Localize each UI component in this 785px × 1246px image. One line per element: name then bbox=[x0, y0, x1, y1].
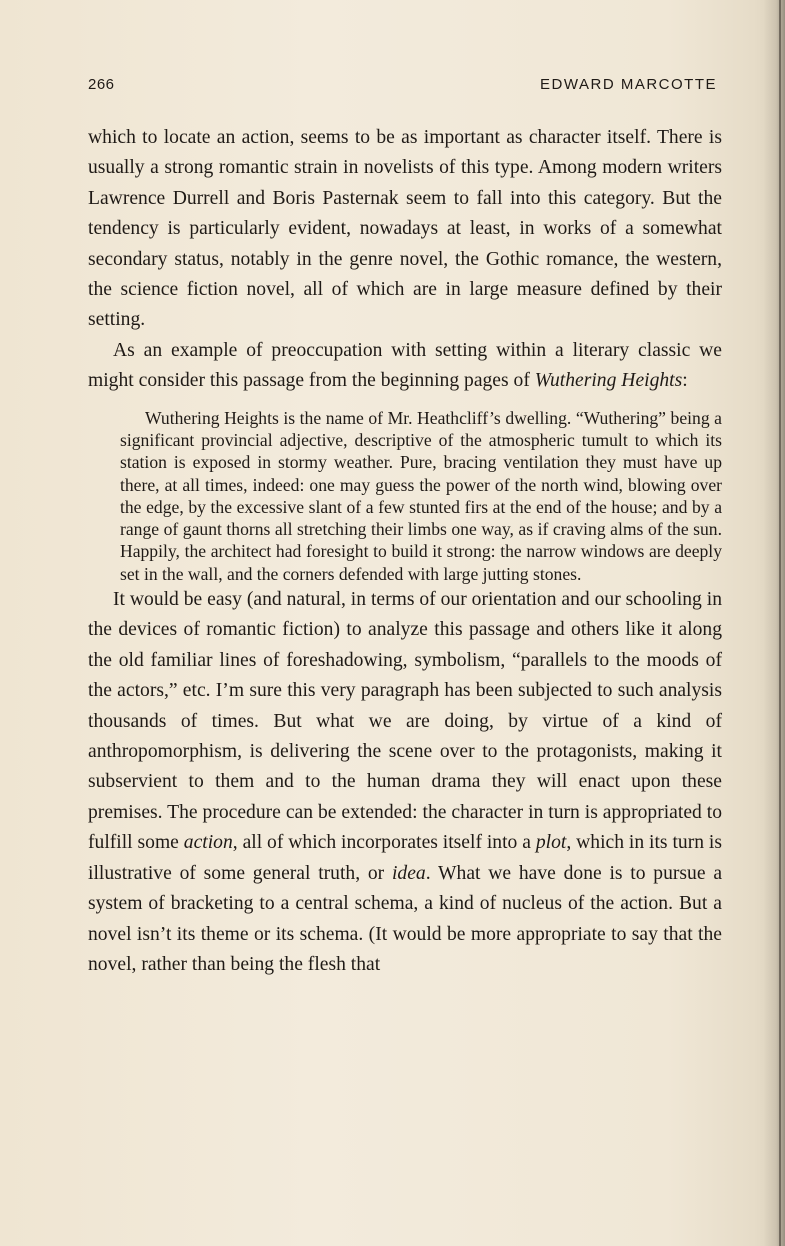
paragraph-3 bbox=[88, 585, 722, 980]
block-quote bbox=[88, 407, 722, 585]
paragraph-3-part-b: , all of which incorporates itself into a bbox=[232, 832, 536, 854]
quote-text: Wuthering Heights is the name of Mr. Heathcliff’s dwelling. “Wuthering” being a significant provincial adjective, descriptive of the atmospheric tumult to which its station is exposed in stormy weather. Pure, bracing ventilation they must have up there, at all times, indeed: one may guess the power of the north wind, blowing over the edge, by the excessive slant of a few stunted firs at the end of the house; and by a range of gaunt thorns all stretching their limbs one way, as if craving alms of the sun. Happily, the architect had foresight to build it strong: the narrow windows are deeply set in the wall, and the corners defended with large jutting stones. bbox=[120, 407, 722, 584]
page-gutter-shadow bbox=[763, 0, 785, 1246]
term-idea: idea bbox=[391, 862, 426, 884]
page-edge bbox=[779, 0, 781, 1246]
book-title: Wuthering Heights bbox=[534, 370, 683, 392]
paragraph-1: which to locate an action, seems to be as important as character itself. There is usually a strong romantic strain in novelists of this type. Among modern writers Lawrence Durrell and Boris Pasternak seem to fall into this category. But the tendency is particularly evident, nowadays at least, in works of a somewhat secondary status, notably in the genre novel, the Gothic romance, the western, the science fiction novel, all of which are in large measure defined by their setting. bbox=[88, 127, 722, 331]
body-text bbox=[88, 123, 722, 980]
paragraph-3-part-d: . What we have done is to pursue a system of bracketing to a central schema, a kind of nucleus of the action. But a novel isn’t its theme or its schema. (It would be more appropriate to say that the novel, rather than being the flesh that bbox=[88, 862, 723, 975]
term-action: action bbox=[183, 832, 233, 854]
running-head-author: EDWARD MARCOTTE bbox=[540, 76, 717, 93]
paragraph-3-part-c: , which in its turn is illustrative of some general truth, or bbox=[88, 832, 722, 884]
paragraph-2 bbox=[88, 336, 722, 397]
paragraph-2-text: As an example of preoccupation with setting within a literary classic we might consider this passage from the beginning pages of bbox=[88, 339, 722, 392]
page-header bbox=[88, 76, 717, 98]
paragraph-3-part-a: It would be easy (and natural, in terms of our orientation and our schooling in the devices of romantic fiction) to analyze this passage and others like it along the old familiar lines of foreshadowing, symbolism, “parallels to the moods of the actors,” etc. I’m sure this very paragraph has been subjected to such analysis thousands of times. But what we are doing, by virtue of a kind of anthropomorphism, is delivering the scene over to the protagonists, making it subservient to them and to the human drama they will enact upon these premises. The procedure can be extended: the character in turn is appropriated to fulfill some bbox=[88, 589, 722, 854]
paragraph-2-end: : bbox=[682, 370, 688, 392]
page-number: 266 bbox=[88, 76, 115, 93]
term-plot: plot bbox=[535, 832, 567, 854]
